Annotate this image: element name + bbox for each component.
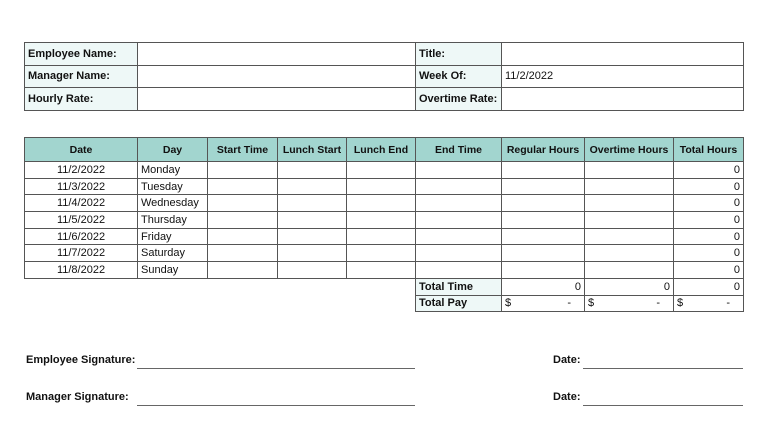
- column-header-day: Day: [138, 138, 208, 162]
- total-hours-cell[interactable]: 0: [674, 245, 744, 262]
- end-time-cell[interactable]: [416, 195, 502, 212]
- employee-name-field[interactable]: [138, 43, 416, 66]
- total-time-label: Total Time: [416, 278, 502, 295]
- manager-signature-line[interactable]: [137, 405, 415, 406]
- total-hours-cell[interactable]: 0: [674, 228, 744, 245]
- lunch-end-cell[interactable]: [347, 262, 416, 279]
- column-header-total-hours: Total Hours: [674, 138, 744, 162]
- table-row: [25, 245, 744, 262]
- day-cell[interactable]: Thursday: [138, 212, 208, 229]
- total-hours-cell[interactable]: 0: [674, 262, 744, 279]
- overtime-hours-cell[interactable]: [585, 162, 674, 179]
- overtime-hours-cell[interactable]: [585, 228, 674, 245]
- lunch-start-cell[interactable]: [278, 195, 347, 212]
- overtime-hours-cell[interactable]: [585, 245, 674, 262]
- lunch-end-cell[interactable]: [347, 212, 416, 229]
- date-cell[interactable]: 11/3/2022: [25, 178, 138, 195]
- lunch-start-cell[interactable]: [278, 262, 347, 279]
- day-cell[interactable]: Monday: [138, 162, 208, 179]
- total-overtime-hours: 0: [585, 278, 674, 295]
- lunch-start-cell[interactable]: [278, 228, 347, 245]
- manager-signature-label: Manager Signature:: [26, 391, 129, 403]
- day-cell[interactable]: Sunday: [138, 262, 208, 279]
- total-pay-row: [25, 295, 744, 312]
- overtime-pay-value: -: [656, 297, 660, 310]
- total-pay-sum: [674, 295, 744, 312]
- column-header-end-time: End Time: [416, 138, 502, 162]
- end-time-cell[interactable]: [416, 212, 502, 229]
- currency-symbol: $: [588, 297, 595, 310]
- spacer: [25, 295, 416, 312]
- overtime-rate-field[interactable]: [502, 88, 744, 111]
- table-row: [25, 228, 744, 245]
- lunch-end-cell[interactable]: [347, 178, 416, 195]
- regular-hours-cell[interactable]: [502, 162, 585, 179]
- overtime-hours-cell[interactable]: [585, 262, 674, 279]
- lunch-end-cell[interactable]: [347, 228, 416, 245]
- total-hours-sum: 0: [674, 278, 744, 295]
- date-cell[interactable]: 11/5/2022: [25, 212, 138, 229]
- lunch-start-cell[interactable]: [278, 212, 347, 229]
- hourly-rate-label: Hourly Rate:: [25, 88, 138, 111]
- week-of-field[interactable]: 11/2/2022: [502, 65, 744, 88]
- lunch-end-cell[interactable]: [347, 245, 416, 262]
- regular-hours-cell[interactable]: [502, 245, 585, 262]
- week-of-label: Week Of:: [416, 65, 502, 88]
- date-cell[interactable]: 11/7/2022: [25, 245, 138, 262]
- total-regular-hours: 0: [502, 278, 585, 295]
- date-cell[interactable]: 11/4/2022: [25, 195, 138, 212]
- overtime-hours-cell[interactable]: [585, 195, 674, 212]
- date-cell[interactable]: 11/8/2022: [25, 262, 138, 279]
- start-time-cell[interactable]: [208, 212, 278, 229]
- total-pay-value: -: [726, 297, 730, 310]
- regular-hours-cell[interactable]: [502, 228, 585, 245]
- start-time-cell[interactable]: [208, 178, 278, 195]
- info-row-3: [25, 88, 744, 111]
- employee-signature-label: Employee Signature:: [26, 354, 136, 366]
- overtime-rate-label: Overtime Rate:: [416, 88, 502, 111]
- day-cell[interactable]: Friday: [138, 228, 208, 245]
- column-header-overtime-hours: Overtime Hours: [585, 138, 674, 162]
- currency-symbol: $: [505, 297, 512, 310]
- total-hours-cell[interactable]: 0: [674, 178, 744, 195]
- lunch-end-cell[interactable]: [347, 162, 416, 179]
- manager-name-field[interactable]: [138, 65, 416, 88]
- total-overtime-pay: [585, 295, 674, 312]
- title-field[interactable]: [502, 43, 744, 66]
- total-time-row: [25, 278, 744, 295]
- hourly-rate-field[interactable]: [138, 88, 416, 111]
- start-time-cell[interactable]: [208, 245, 278, 262]
- column-header-date: Date: [25, 138, 138, 162]
- table-row: [25, 195, 744, 212]
- column-header-lunch-end: Lunch End: [347, 138, 416, 162]
- employee-date-line[interactable]: [583, 368, 743, 369]
- employee-name-label: Employee Name:: [25, 43, 138, 66]
- table-row: [25, 262, 744, 279]
- regular-hours-cell[interactable]: [502, 195, 585, 212]
- date-cell[interactable]: 11/6/2022: [25, 228, 138, 245]
- title-label: Title:: [416, 43, 502, 66]
- day-cell[interactable]: Wednesday: [138, 195, 208, 212]
- column-header-lunch-start: Lunch Start: [278, 138, 347, 162]
- lunch-start-cell[interactable]: [278, 245, 347, 262]
- total-hours-cell[interactable]: 0: [674, 162, 744, 179]
- info-row-2: [25, 65, 744, 88]
- regular-hours-cell[interactable]: [502, 178, 585, 195]
- total-regular-pay: [502, 295, 585, 312]
- spacer: [25, 278, 416, 295]
- lunch-start-cell[interactable]: [278, 162, 347, 179]
- start-time-cell[interactable]: [208, 262, 278, 279]
- day-cell[interactable]: Tuesday: [138, 178, 208, 195]
- end-time-cell[interactable]: [416, 162, 502, 179]
- timesheet-table: [24, 137, 744, 312]
- manager-date-line[interactable]: [583, 405, 743, 406]
- table-row: [25, 178, 744, 195]
- end-time-cell[interactable]: [416, 262, 502, 279]
- table-row: [25, 212, 744, 229]
- employee-info-table: [24, 42, 744, 111]
- total-hours-cell[interactable]: 0: [674, 212, 744, 229]
- overtime-hours-cell[interactable]: [585, 178, 674, 195]
- table-row: [25, 162, 744, 179]
- total-hours-cell[interactable]: 0: [674, 195, 744, 212]
- currency-symbol: $: [677, 297, 684, 310]
- regular-pay-value: -: [567, 297, 571, 310]
- timesheet-header-row: [25, 138, 744, 162]
- employee-date-label: Date:: [553, 354, 581, 366]
- overtime-hours-cell[interactable]: [585, 212, 674, 229]
- employee-signature-line[interactable]: [137, 368, 415, 369]
- manager-date-label: Date:: [553, 391, 581, 403]
- total-pay-label: Total Pay: [416, 295, 502, 312]
- end-time-cell[interactable]: [416, 228, 502, 245]
- manager-name-label: Manager Name:: [25, 65, 138, 88]
- end-time-cell[interactable]: [416, 245, 502, 262]
- start-time-cell[interactable]: [208, 228, 278, 245]
- day-cell[interactable]: Saturday: [138, 245, 208, 262]
- regular-hours-cell[interactable]: [502, 262, 585, 279]
- column-header-start-time: Start Time: [208, 138, 278, 162]
- start-time-cell[interactable]: [208, 195, 278, 212]
- end-time-cell[interactable]: [416, 178, 502, 195]
- lunch-end-cell[interactable]: [347, 195, 416, 212]
- date-cell[interactable]: 11/2/2022: [25, 162, 138, 179]
- start-time-cell[interactable]: [208, 162, 278, 179]
- regular-hours-cell[interactable]: [502, 212, 585, 229]
- column-header-regular-hours: Regular Hours: [502, 138, 585, 162]
- info-row-1: [25, 43, 744, 66]
- lunch-start-cell[interactable]: [278, 178, 347, 195]
